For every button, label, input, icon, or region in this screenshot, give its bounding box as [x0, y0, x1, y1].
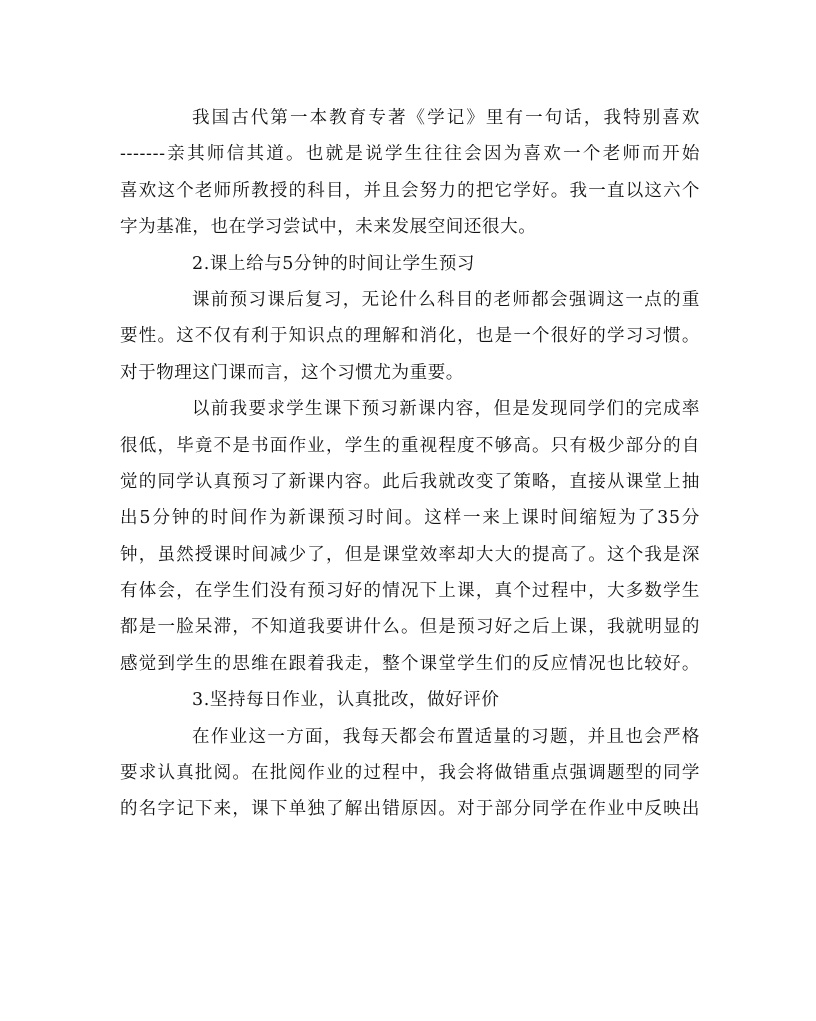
text-line: 对于物理这门课而言，这个习惯尤为重要。 [120, 362, 464, 383]
text-line: 要求认真批阅。在批阅作业的过程中，我会将做错重点强调题型的同学 [120, 763, 700, 784]
text-line: 以前我要求学生课下预习新课内容，但是发现同学们的完成率 [192, 399, 700, 420]
text-line: 都是一脸呆滞，不知道我要讲什么。但是预习好之后上课，我就明显的 [120, 617, 700, 638]
text-line: 在作业这一方面，我每天都会布置适量的习题，并且也会严格 [192, 726, 700, 747]
text-line: 有体会，在学生们没有预习好的情况下上课，真个过程中，大多数学生 [120, 581, 700, 602]
text-line: 出5分钟的时间作为新课预习时间。这样一来上课时间缩短为了35分 [120, 508, 700, 529]
text-line: 很低，毕竟不是书面作业，学生的重视程度不够高。只有极少部分的自 [120, 435, 700, 456]
text-line: 的名字记下来，课下单独了解出错原因。对于部分同学在作业中反映出 [120, 799, 700, 820]
text-line: 觉的同学认真预习了新课内容。此后我就改变了策略，直接从课堂上抽 [120, 471, 700, 492]
text-line: 课前预习课后复习，无论什么科目的老师都会强调这一点的重 [192, 289, 700, 310]
document-page [120, 100, 700, 828]
text-line: 感觉到学生的思维在跟着我走，整个课堂学生们的反应情况也比较好。 [120, 653, 700, 674]
text-line: 字为基准，也在学习尝试中，未来发展空间还很大。 [120, 217, 537, 238]
text-line: 我国古代第一本教育专著《学记》里有一句话，我特别喜欢 [192, 108, 700, 128]
text-line: 钟，虽然授课时间减少了，但是课堂效率却大大的提高了。这个我是深 [120, 544, 700, 565]
text-line: 2.课上给与5分钟的时间让学生预习 [192, 253, 476, 274]
text-line: 喜欢这个老师所教授的科目，并且会努力的把它学好。我一直以这六个 [120, 180, 700, 201]
text-line: 3.坚持每日作业，认真批改，做好评价 [192, 690, 500, 711]
text-line: -------亲其师信其道。也就是说学生往往会因为喜欢一个老师而开始 [120, 144, 700, 165]
text-line: 要性。这不仅有利于知识点的理解和消化，也是一个很好的学习习惯。 [120, 326, 700, 347]
